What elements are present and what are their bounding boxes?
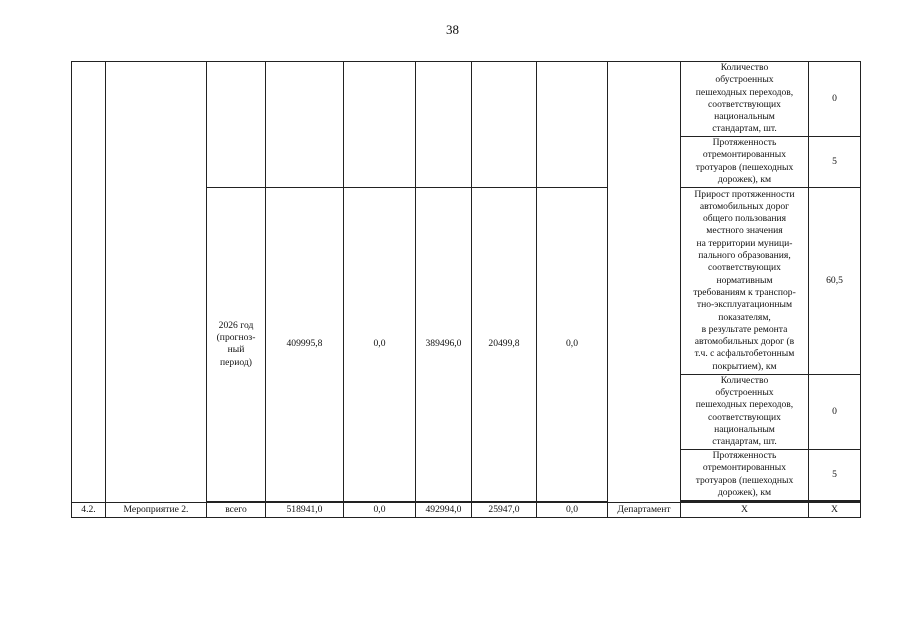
col-b-cell: 492994,0 (416, 502, 472, 517)
indicator-name: Количество обустроенных пешеходных переходов, соответствующих национальным стандартам, шт. (681, 374, 809, 449)
indicator-value: 5 (809, 136, 861, 187)
indicator-name: Протяженность отремонтированных тротуаров (пешеходных дорожек), км (681, 136, 809, 187)
indicator-value: 0 (809, 374, 861, 449)
col-c-cell: 20499,8 (472, 187, 537, 501)
col-c-cell: 25947,0 (472, 502, 537, 517)
col-a-cell: 0,0 (344, 502, 416, 517)
indicator-name: Прирост протяженности автомобильных дорог общего пользования местного значения на территории муници- пального образования, соответствующих нормативным требованиям к транспор- тно-эксплуатационным показателям, в результате ремонта автомобильных дорог (в т.ч. с асфальтобетонным покрытием), км (681, 187, 809, 374)
executor-cell: Департамент (608, 502, 681, 517)
period-cell: всего (207, 502, 266, 517)
total-cell: 409995,8 (266, 187, 344, 501)
table-row (72, 62, 861, 137)
col-d-cell-continued (537, 62, 608, 188)
name-cell: Мероприятие 2. (106, 502, 207, 517)
total-cell-continued (266, 62, 344, 188)
col-b-cell: 389496,0 (416, 187, 472, 501)
indicator-name: Х (681, 502, 809, 517)
indicator-value: 60,5 (809, 187, 861, 374)
name-cell-continued (106, 62, 207, 503)
col-b-cell-continued (416, 62, 472, 188)
indicator-value: 0 (809, 62, 861, 137)
executor-cell-continued (608, 62, 681, 503)
table-row (72, 502, 861, 517)
col-a-cell: 0,0 (344, 187, 416, 501)
page-number: 38 (446, 22, 459, 37)
indicator-value: Х (809, 502, 861, 517)
indicator-value: 5 (809, 449, 861, 500)
total-cell: 518941,0 (266, 502, 344, 517)
period-cell-continued (207, 62, 266, 188)
col-a-cell-continued (344, 62, 416, 188)
program-table (71, 61, 861, 518)
indicator-name: Протяженность отремонтированных тротуаров (пешеходных дорожек), км (681, 449, 809, 500)
col-c-cell-continued (472, 62, 537, 188)
number-cell-continued (72, 62, 106, 503)
col-d-cell: 0,0 (537, 187, 608, 501)
col-d-cell: 0,0 (537, 502, 608, 517)
number-cell: 4.2. (72, 502, 106, 517)
indicator-name: Количество обустроенных пешеходных переходов, соответствующих национальным стандартам, шт. (681, 62, 809, 137)
period-cell: 2026 год (прогноз- ный период) (207, 187, 266, 501)
